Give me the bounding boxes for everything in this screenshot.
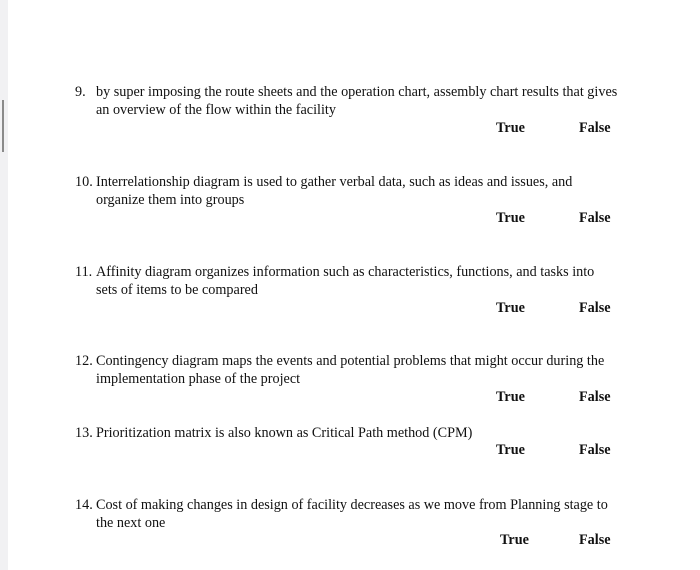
question-13-false-option[interactable]: False — [579, 442, 611, 458]
question-11-text-cont: sets of items to be compared — [96, 282, 258, 298]
scroll-indicator — [2, 100, 4, 152]
question-10-number: 10. — [75, 174, 93, 190]
question-14-line-1 — [75, 496, 635, 514]
question-14-false-option[interactable]: False — [579, 532, 611, 548]
question-14-true-option[interactable]: True — [500, 532, 529, 548]
question-9-false-option[interactable]: False — [579, 120, 611, 136]
question-12-text-cont: implementation phase of the project — [96, 371, 301, 387]
question-10-text-cont: organize them into groups — [96, 192, 245, 208]
question-11-text: Affinity diagram organizes information such as characteristics, functions, and tasks into — [96, 264, 595, 280]
question-10-text: Interrelationship diagram is used to gather verbal data, such as ideas and issues, and — [96, 174, 573, 190]
page-edge — [0, 0, 8, 570]
question-11-number: 11. — [75, 264, 93, 280]
question-11-line-1 — [75, 263, 635, 281]
question-11-true-option[interactable]: True — [496, 300, 525, 316]
question-12-text: Contingency diagram maps the events and potential problems that might occur during the — [96, 353, 605, 369]
question-13-number: 13. — [75, 425, 93, 441]
question-14-text: Cost of making changes in design of facility decreases as we move from Planning stage to — [96, 497, 608, 513]
question-13-true-option[interactable]: True — [496, 442, 525, 458]
question-9-text-cont: an overview of the flow within the facility — [96, 102, 336, 118]
question-9-number: 9. — [75, 84, 86, 100]
question-13-text: Prioritization matrix is also known as Critical Path method (CPM) — [96, 425, 473, 441]
question-13-line-1 — [75, 424, 635, 442]
question-9-true-option[interactable]: True — [496, 120, 525, 136]
question-10-line-1 — [75, 173, 635, 191]
question-11-false-option[interactable]: False — [579, 300, 611, 316]
question-12-line-1 — [75, 352, 635, 370]
question-12-true-option[interactable]: True — [496, 389, 525, 405]
question-10-false-option[interactable]: False — [579, 210, 611, 226]
question-12-false-option[interactable]: False — [579, 389, 611, 405]
question-10-true-option[interactable]: True — [496, 210, 525, 226]
question-14-text-cont: the next one — [96, 515, 166, 531]
question-12-number: 12. — [75, 353, 93, 369]
question-9-text: by super imposing the route sheets and the operation chart, assembly chart results that gives — [96, 84, 618, 100]
question-9-line-1 — [75, 83, 635, 101]
question-14-number: 14. — [75, 497, 93, 513]
